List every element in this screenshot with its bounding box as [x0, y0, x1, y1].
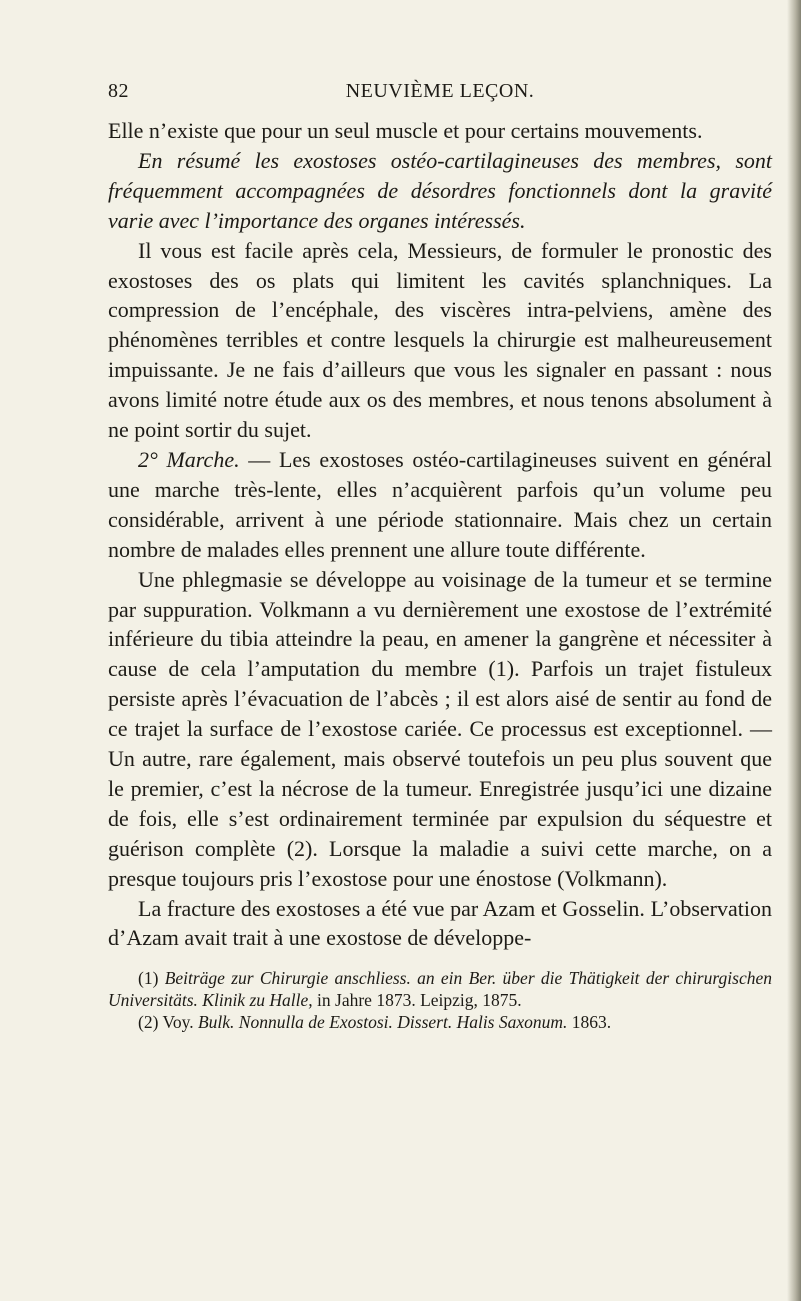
footnote-1-number: (1) [138, 968, 165, 989]
page-number: 82 [108, 80, 129, 102]
running-head [108, 80, 772, 110]
paragraph-marche [108, 445, 772, 565]
section-marker: 2° Marche. [138, 446, 240, 472]
paragraph-summary: En résumé les exostoses ostéo-cartilagineuses des membres, sont fréquemment accompagnées de désordres fonctionnels dont la gravité varie avec l’importance des organes intéressés. [108, 147, 772, 233]
paragraph-prognosis: Il vous est facile après cela, Messieurs, de formuler le pronostic des exostoses des os plats qui limitent les cavités splanchniques. La compression de l’encéphale, des viscères intra-pelviens, amène des phénomènes terribles et contre lesquels la chirurgie est malheureusement impuissante. Je ne fais d’ailleurs que vous les signaler en passant : nous avons limité notre étude aux os des membres, et nous tenons absolument à ne point sortir du sujet. [108, 237, 772, 443]
footnote-1 [108, 967, 772, 1011]
body-text [108, 116, 772, 953]
book-page [108, 80, 772, 1033]
footnote-1-imprint: in Jahre 1873. Leipzig, 1875. [312, 990, 522, 1011]
footnote-2-title: Bulk. Nonnulla de Exostosi. Dissert. Halis Saxonum. [197, 1012, 568, 1033]
paragraph-marche-text: — Les exostoses ostéo-cartilagineuses suivent en général une marche très-lente, elles n’acquièrent parfois qu’un volume peu considérable, arrivent à une période stationnaire. Mais chez un certain nombre de malades elles prennent une allure toute différente. [108, 446, 773, 562]
footnote-1-title: Beiträge zur Chirurgie anschliess. an ein Ber. über die Thätigkeit der chirurgischen Universitäts. Klinik zu Halle, [108, 968, 772, 1011]
footnotes [108, 967, 772, 1033]
footnote-2-year: 1863. [567, 1012, 612, 1033]
paragraph-phlegmasie: Une phlegmasie se développe au voisinage de la tumeur et se termine par suppuration. Volkmann a vu dernièrement une exostose de l’extrémité inférieure du tibia atteindre la peau, en amener la gangrène et nécessiter à cause de cela l’amputation du membre (1). Parfois un trajet fistuleux persiste après l’évacuation de l’abcès ; il est alors aisé de sentir au fond de ce trajet la surface de l’exostose cariée. Ce processus est exceptionnel. — Un autre, rare également, mais observé toutefois un peu plus souvent que le premier, c’est la nécrose de la tumeur. Enregistrée jusqu’ici une dizaine de fois, elle s’est ordinairement terminée par expulsion du séquestre et guérison complète (2). Lorsque la maladie a suivi cette marche, on a presque toujours pris l’exostose pour une énostose (Volkmann). [108, 566, 772, 891]
footnote-2 [108, 1011, 772, 1033]
paragraph-fracture: La fracture des exostoses a été vue par Azam et Gosselin. L’observation d’Azam avait trait à une exostose de développe- [108, 895, 772, 951]
footnote-2-number: (2) Voy. [138, 1012, 198, 1033]
chapter-title: NEUVIÈME LEÇON. [345, 80, 535, 102]
paragraph-muscle: Elle n’existe que pour un seul muscle et pour certains mouvements. [108, 118, 703, 143]
page-edge-shadow [787, 0, 801, 1301]
